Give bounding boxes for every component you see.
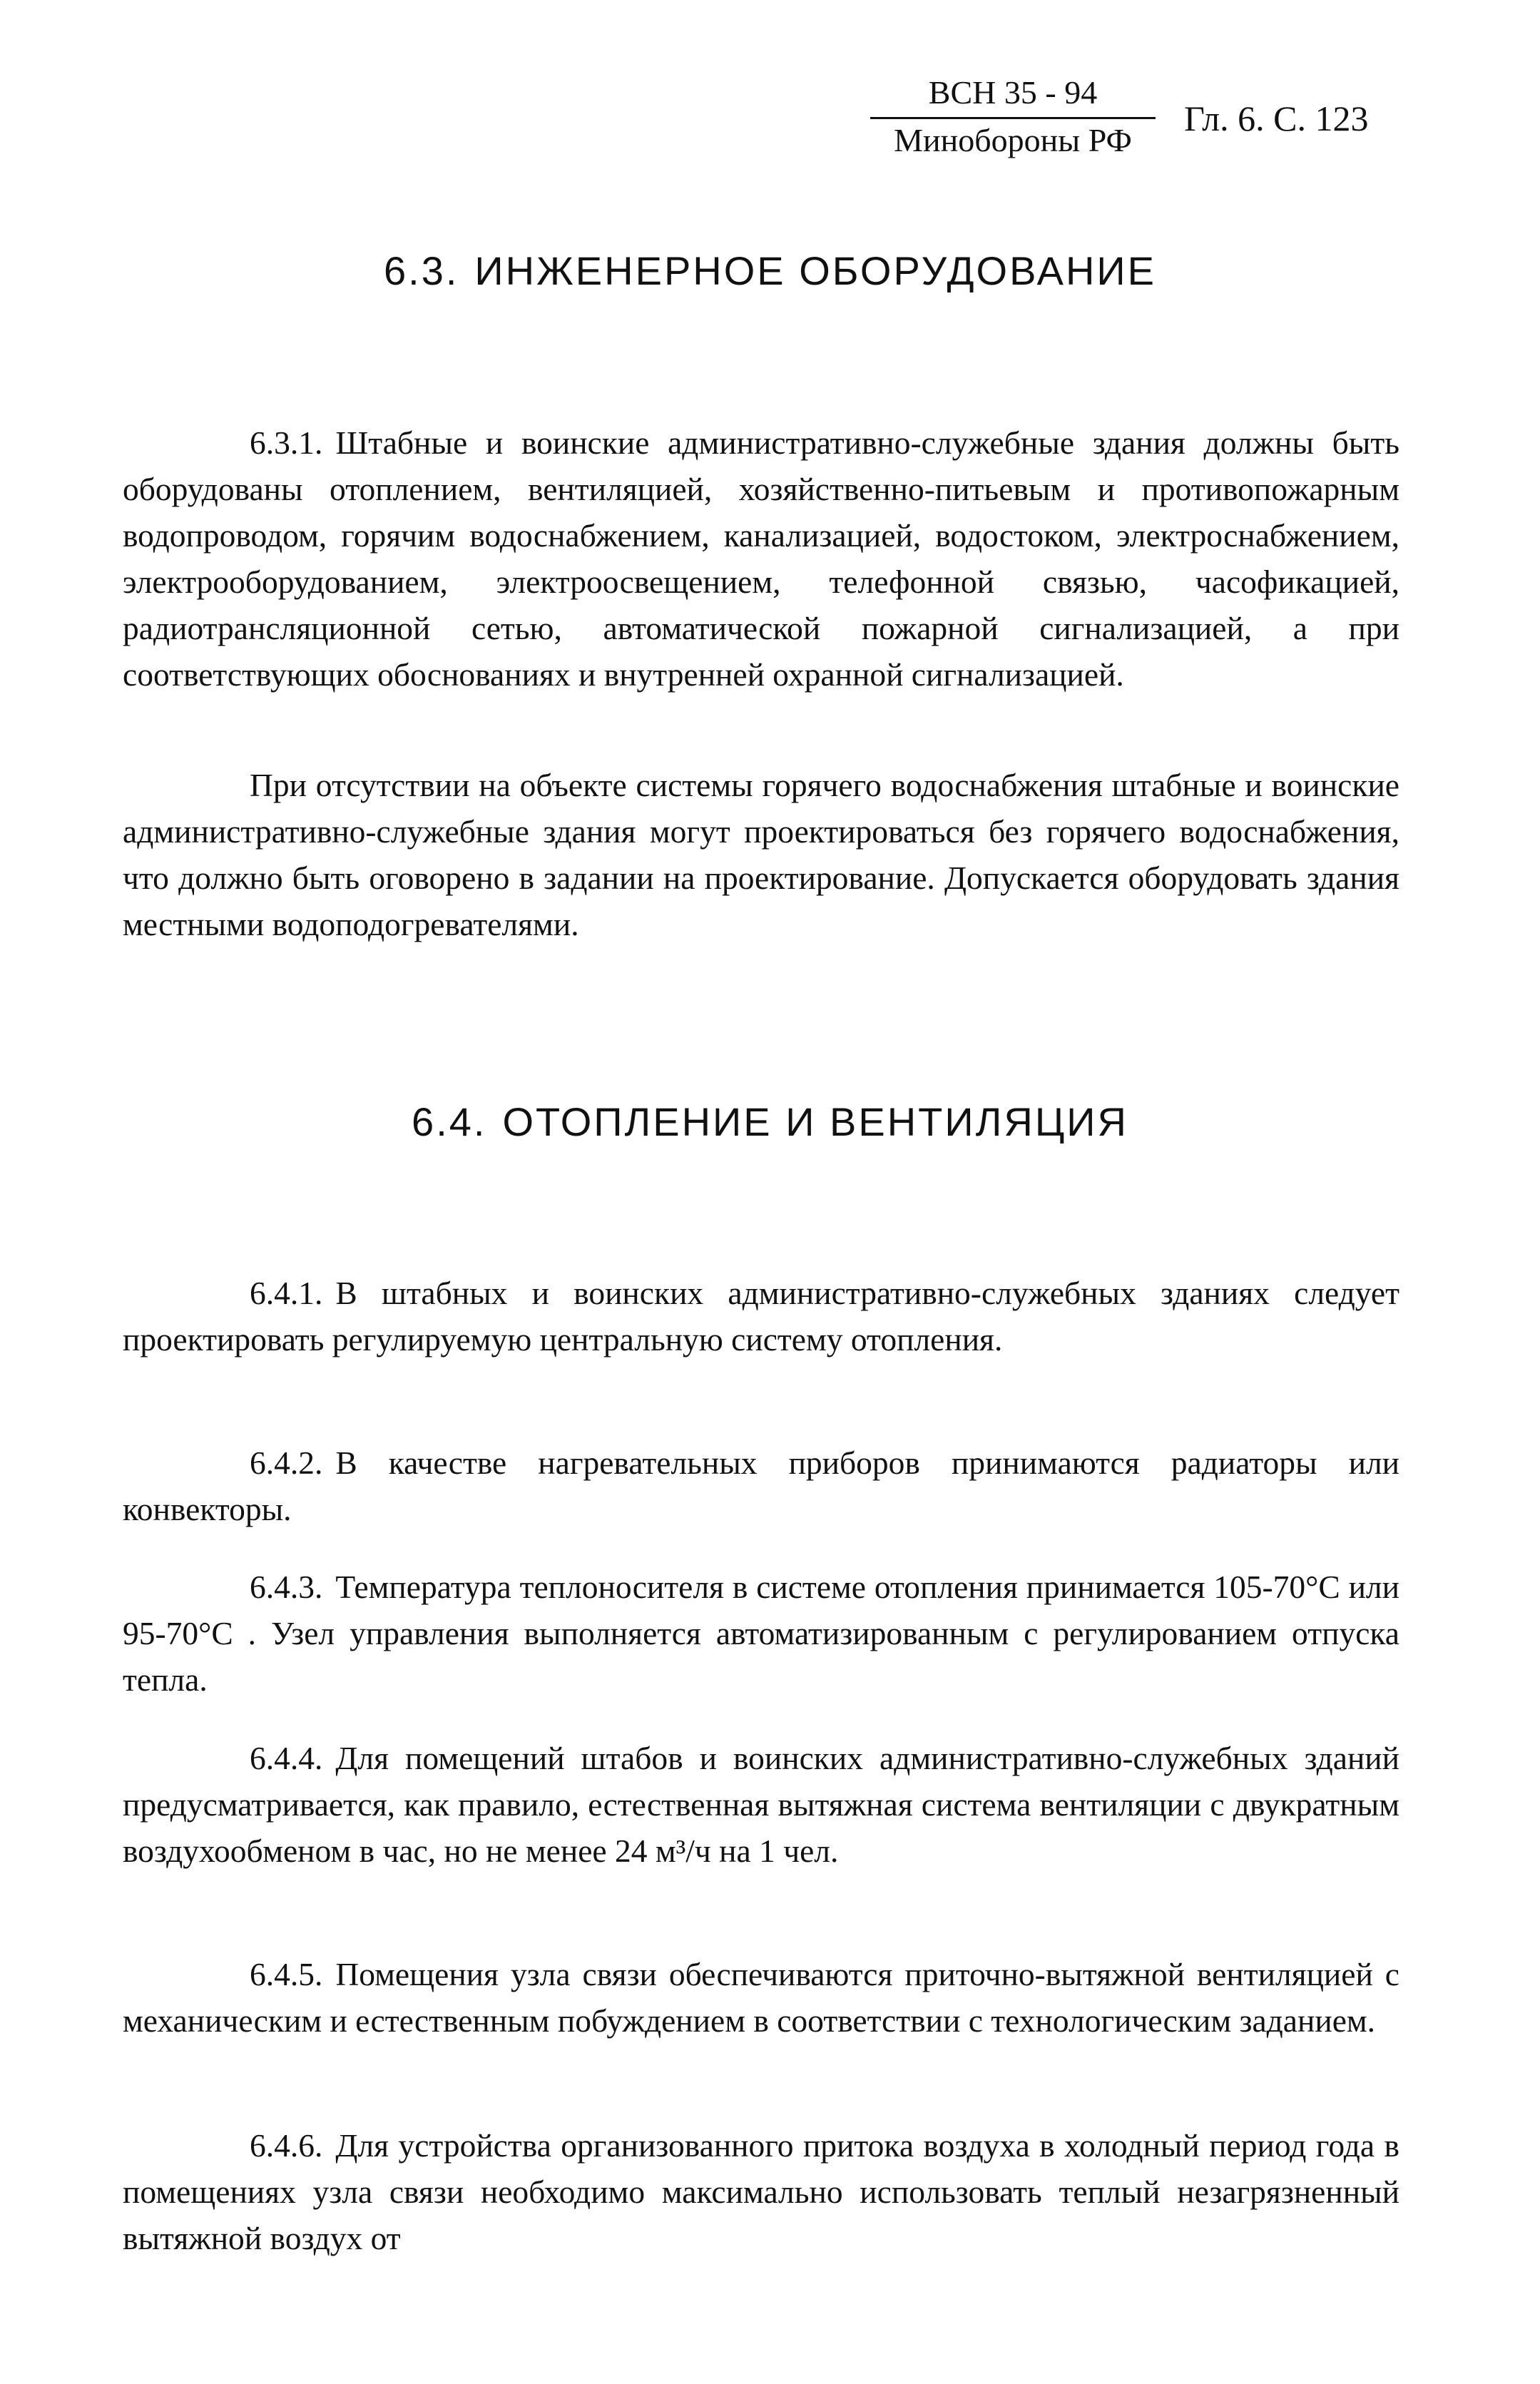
- document-code: [870, 71, 1156, 162]
- paragraph-6-4-4: [123, 1735, 1399, 1874]
- paragraph-text: При отсутствии на объекте системы горячего водоснабжения штабные и воинские административно-служебные здания могут проектироваться без горячего водоснабжения, что должно быть оговорено в задании на проектирование. Допускается оборудовать здания местными водоподогревателями.: [123, 767, 1399, 942]
- document-code-bottom: Минобороны РФ: [894, 122, 1132, 158]
- paragraph-text: Для устройства организованного притока воздуха в холодный период года в помещениях узла связи необходимо максимально использовать теплый незагрязненный вытяжной воздух от: [123, 2127, 1399, 2256]
- section-heading-6-3: [0, 246, 1540, 296]
- paragraph-text: Для помещений штабов и воинских административно-служебных зданий предусматривается, как правило, естественная вытяжная система вентиляции с двукратным воздухообменом в час, но не менее 24 м³/ч на 1 чел.: [123, 1740, 1399, 1869]
- paragraph-6-3-1: [123, 419, 1399, 698]
- paragraph-6-3-1-continued: [123, 762, 1399, 947]
- document-code-top: ВСН 35 - 94: [870, 71, 1156, 119]
- paragraph-text: В штабных и воинских административно-служебных зданиях следует проектировать регулируемую центральную систему отопления.: [123, 1275, 1399, 1357]
- paragraph-6-4-1: [123, 1270, 1399, 1362]
- paragraph-number: 6.3.1.: [250, 424, 323, 461]
- paragraph-number: 6.4.6.: [250, 2127, 323, 2164]
- paragraph-number: 6.4.1.: [250, 1275, 323, 1311]
- section-number: 6.3.: [384, 248, 459, 293]
- paragraph-number: 6.4.3.: [250, 1569, 323, 1605]
- paragraph-text: Помещения узла связи обеспечиваются приточно-вытяжной вентиляцией с механическим и естественным побуждением в соответствии с технологическим заданием.: [123, 1956, 1399, 2039]
- paragraph-number: 6.4.4.: [250, 1740, 323, 1776]
- page-header: [870, 71, 1412, 171]
- section-title: ОТОПЛЕНИЕ И ВЕНТИЛЯЦИЯ: [502, 1099, 1128, 1144]
- paragraph-6-4-2: [123, 1440, 1399, 1532]
- section-title: ИНЖЕНЕРНОЕ ОБОРУДОВАНИЕ: [474, 248, 1156, 293]
- paragraph-text: В качестве нагревательных приборов принимаются радиаторы или конвекторы.: [123, 1445, 1399, 1527]
- section-heading-6-4: [0, 1097, 1540, 1147]
- paragraph-6-4-6: [123, 2122, 1399, 2261]
- paragraph-number: 6.4.2.: [250, 1445, 323, 1481]
- paragraph-number: 6.4.5.: [250, 1956, 323, 1992]
- page-reference: Гл. 6. С. 123: [1184, 98, 1369, 138]
- paragraph-6-4-5: [123, 1951, 1399, 2044]
- paragraph-text: Штабные и воинские административно-служебные здания должны быть оборудованы отоплением, вентиляцией, хозяйственно-питьевым и противопожарным водопроводом, горячим водоснабжением, канализацией, водостоком, электроснабжением, электрооборудованием, электроосвещением, телефонной связью, часофикацией, радиотрансляционной сетью, автоматической пожарной сигнализацией, а при соответствующих обоснованиях и внутренней охранной сигнализацией.: [123, 424, 1399, 693]
- paragraph-text: Температура теплоносителя в системе отопления принимается 105-70°С или 95-70°С . Узел управления выполняется автоматизированным с регулированием отпуска тепла.: [123, 1569, 1399, 1698]
- section-number: 6.4.: [412, 1099, 487, 1144]
- paragraph-6-4-3: [123, 1564, 1399, 1703]
